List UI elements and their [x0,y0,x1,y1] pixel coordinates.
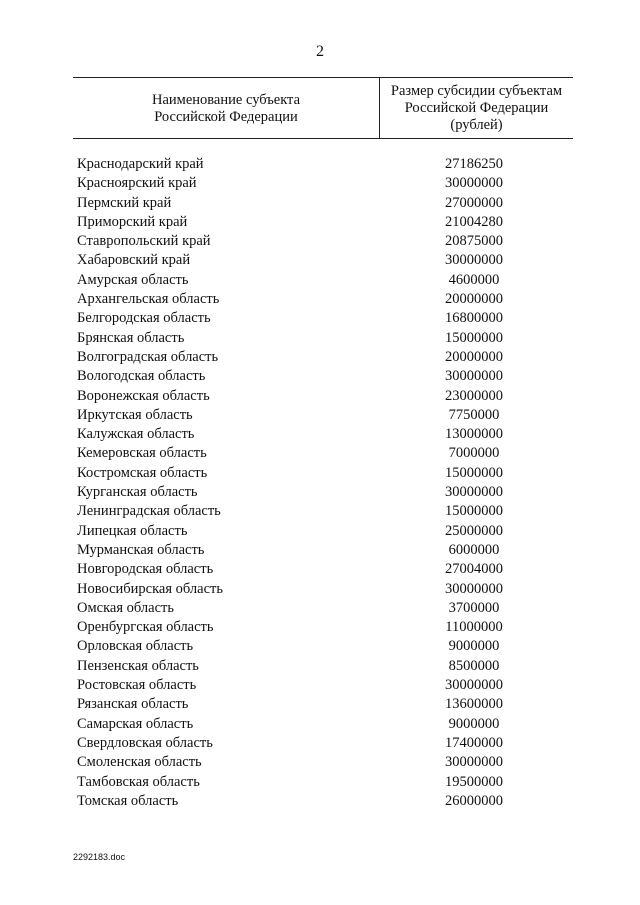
subject-name: Костромская область [77,464,208,481]
table-header [73,77,573,139]
page-number: 2 [316,43,324,60]
subsidy-amount: 17400000 [445,734,503,751]
table-row [77,387,547,406]
subject-name: Тамбовская область [77,773,200,790]
header-subject-name [73,92,379,126]
subsidy-amount: 20000000 [445,348,503,365]
subsidy-table-body [77,155,547,811]
table-row [77,560,547,579]
table-row [77,792,547,811]
subsidy-amount: 3700000 [448,599,500,616]
subject-name: Приморский край [77,213,188,230]
subject-name: Вологодская область [77,368,206,385]
table-row [77,271,547,290]
table-row [77,715,547,734]
subject-name: Архангельская область [77,291,220,308]
subsidy-amount: 30000000 [445,580,503,597]
header-subsidy-amount-line: Размер субсидии субъектам [390,83,563,99]
table-row [77,251,547,270]
table-row [77,753,547,772]
table-row [77,502,547,521]
subject-name: Ленинградская область [77,503,221,520]
table-row [77,444,547,463]
subject-name: Омская область [77,599,174,616]
subsidy-amount: 20000000 [445,291,503,308]
subsidy-amount: 20875000 [445,233,503,250]
subject-name: Томская область [77,792,179,809]
subsidy-amount: 27004000 [445,561,503,578]
subsidy-amount: 26000000 [445,792,503,809]
subsidy-amount: 30000000 [445,677,503,694]
subsidy-amount: 9000000 [448,638,500,655]
table-row [77,695,547,714]
subject-name: Краснодарский край [77,156,204,172]
table-row [77,425,547,444]
subsidy-amount: 23000000 [445,387,503,404]
subject-name: Брянская область [77,329,185,346]
subject-name: Белгородская область [77,310,211,327]
subject-name: Новосибирская область [77,580,223,597]
table-row [77,541,547,560]
subject-name: Ставропольский край [77,233,211,250]
table-row [77,657,547,676]
subject-name: Рязанская область [77,696,189,713]
subject-name: Волгоградская область [77,348,219,365]
subject-name: Хабаровский край [77,252,191,269]
subject-name: Воронежская область [77,387,210,404]
subsidy-amount: 8500000 [448,657,500,674]
subsidy-amount: 25000000 [445,522,503,539]
subsidy-amount: 11000000 [445,619,503,636]
table-row [77,348,547,367]
subsidy-amount: 30000000 [445,484,503,501]
subject-name: Кемеровская область [77,445,207,462]
subject-name: Новгородская область [77,561,214,578]
subsidy-amount: 9000000 [448,715,500,732]
subsidy-amount: 13000000 [445,426,503,443]
table-row [77,676,547,695]
subject-name: Ростовская область [77,677,197,694]
table-row [77,734,547,753]
subject-name: Свердловская область [77,734,213,751]
table-row [77,637,547,656]
subsidy-amount: 15000000 [445,464,503,481]
subsidy-amount: 15000000 [445,329,503,346]
header-subsidy-amount [380,83,573,134]
document-file-id: 2292183.doc [73,852,126,862]
header-subject-name-line: Наименование субъекта [151,92,301,108]
subsidy-amount: 30000000 [445,252,503,269]
subsidy-amount: 27186250 [445,156,503,172]
subsidy-amount: 4600000 [448,271,500,288]
subject-name: Калужская область [77,426,195,443]
header-subsidy-amount-line: (рублей) [450,117,503,133]
subsidy-amount: 30000000 [445,754,503,771]
subsidy-amount: 27000000 [445,194,503,211]
table-row [77,464,547,483]
table-row [77,194,547,213]
subject-name: Курганская область [77,484,198,501]
subsidy-amount: 7750000 [448,406,500,423]
table-row [77,406,547,425]
subsidy-amount: 19500000 [445,773,503,790]
subsidy-amount: 7000000 [448,445,500,462]
subject-name: Пермский край [77,194,172,211]
subject-name: Самарская область [77,715,194,732]
table-row [77,483,547,502]
subsidy-amount: 30000000 [445,368,503,385]
subsidy-amount: 30000000 [445,175,503,192]
table-row [77,155,547,174]
table-row [77,290,547,309]
subsidy-amount: 16800000 [445,310,503,327]
subsidy-amount: 13600000 [445,696,503,713]
table-row [77,773,547,792]
subject-name: Амурская область [77,271,189,288]
table-row [77,599,547,618]
subsidy-amount: 15000000 [445,503,503,520]
subject-name: Смоленская область [77,754,202,771]
table-row [77,232,547,251]
header-subsidy-amount-line: Российской Федерации [404,100,549,116]
subject-name: Пензенская область [77,657,199,674]
table-row [77,618,547,637]
subject-name: Мурманская область [77,541,205,558]
table-row [77,367,547,386]
table-row [77,580,547,599]
subsidy-amount: 6000000 [448,541,500,558]
subject-name: Оренбургская область [77,619,214,636]
header-subject-name-line: Российской Федерации [154,109,298,125]
subsidy-amount: 21004280 [445,213,503,230]
table-row [77,309,547,328]
subject-name: Орловская область [77,638,194,655]
table-row [77,213,547,232]
subject-name: Красноярский край [77,175,197,192]
table-row [77,174,547,193]
subject-name: Иркутская область [77,406,193,423]
table-row [77,329,547,348]
subject-name: Липецкая область [77,522,188,539]
table-row [77,522,547,541]
